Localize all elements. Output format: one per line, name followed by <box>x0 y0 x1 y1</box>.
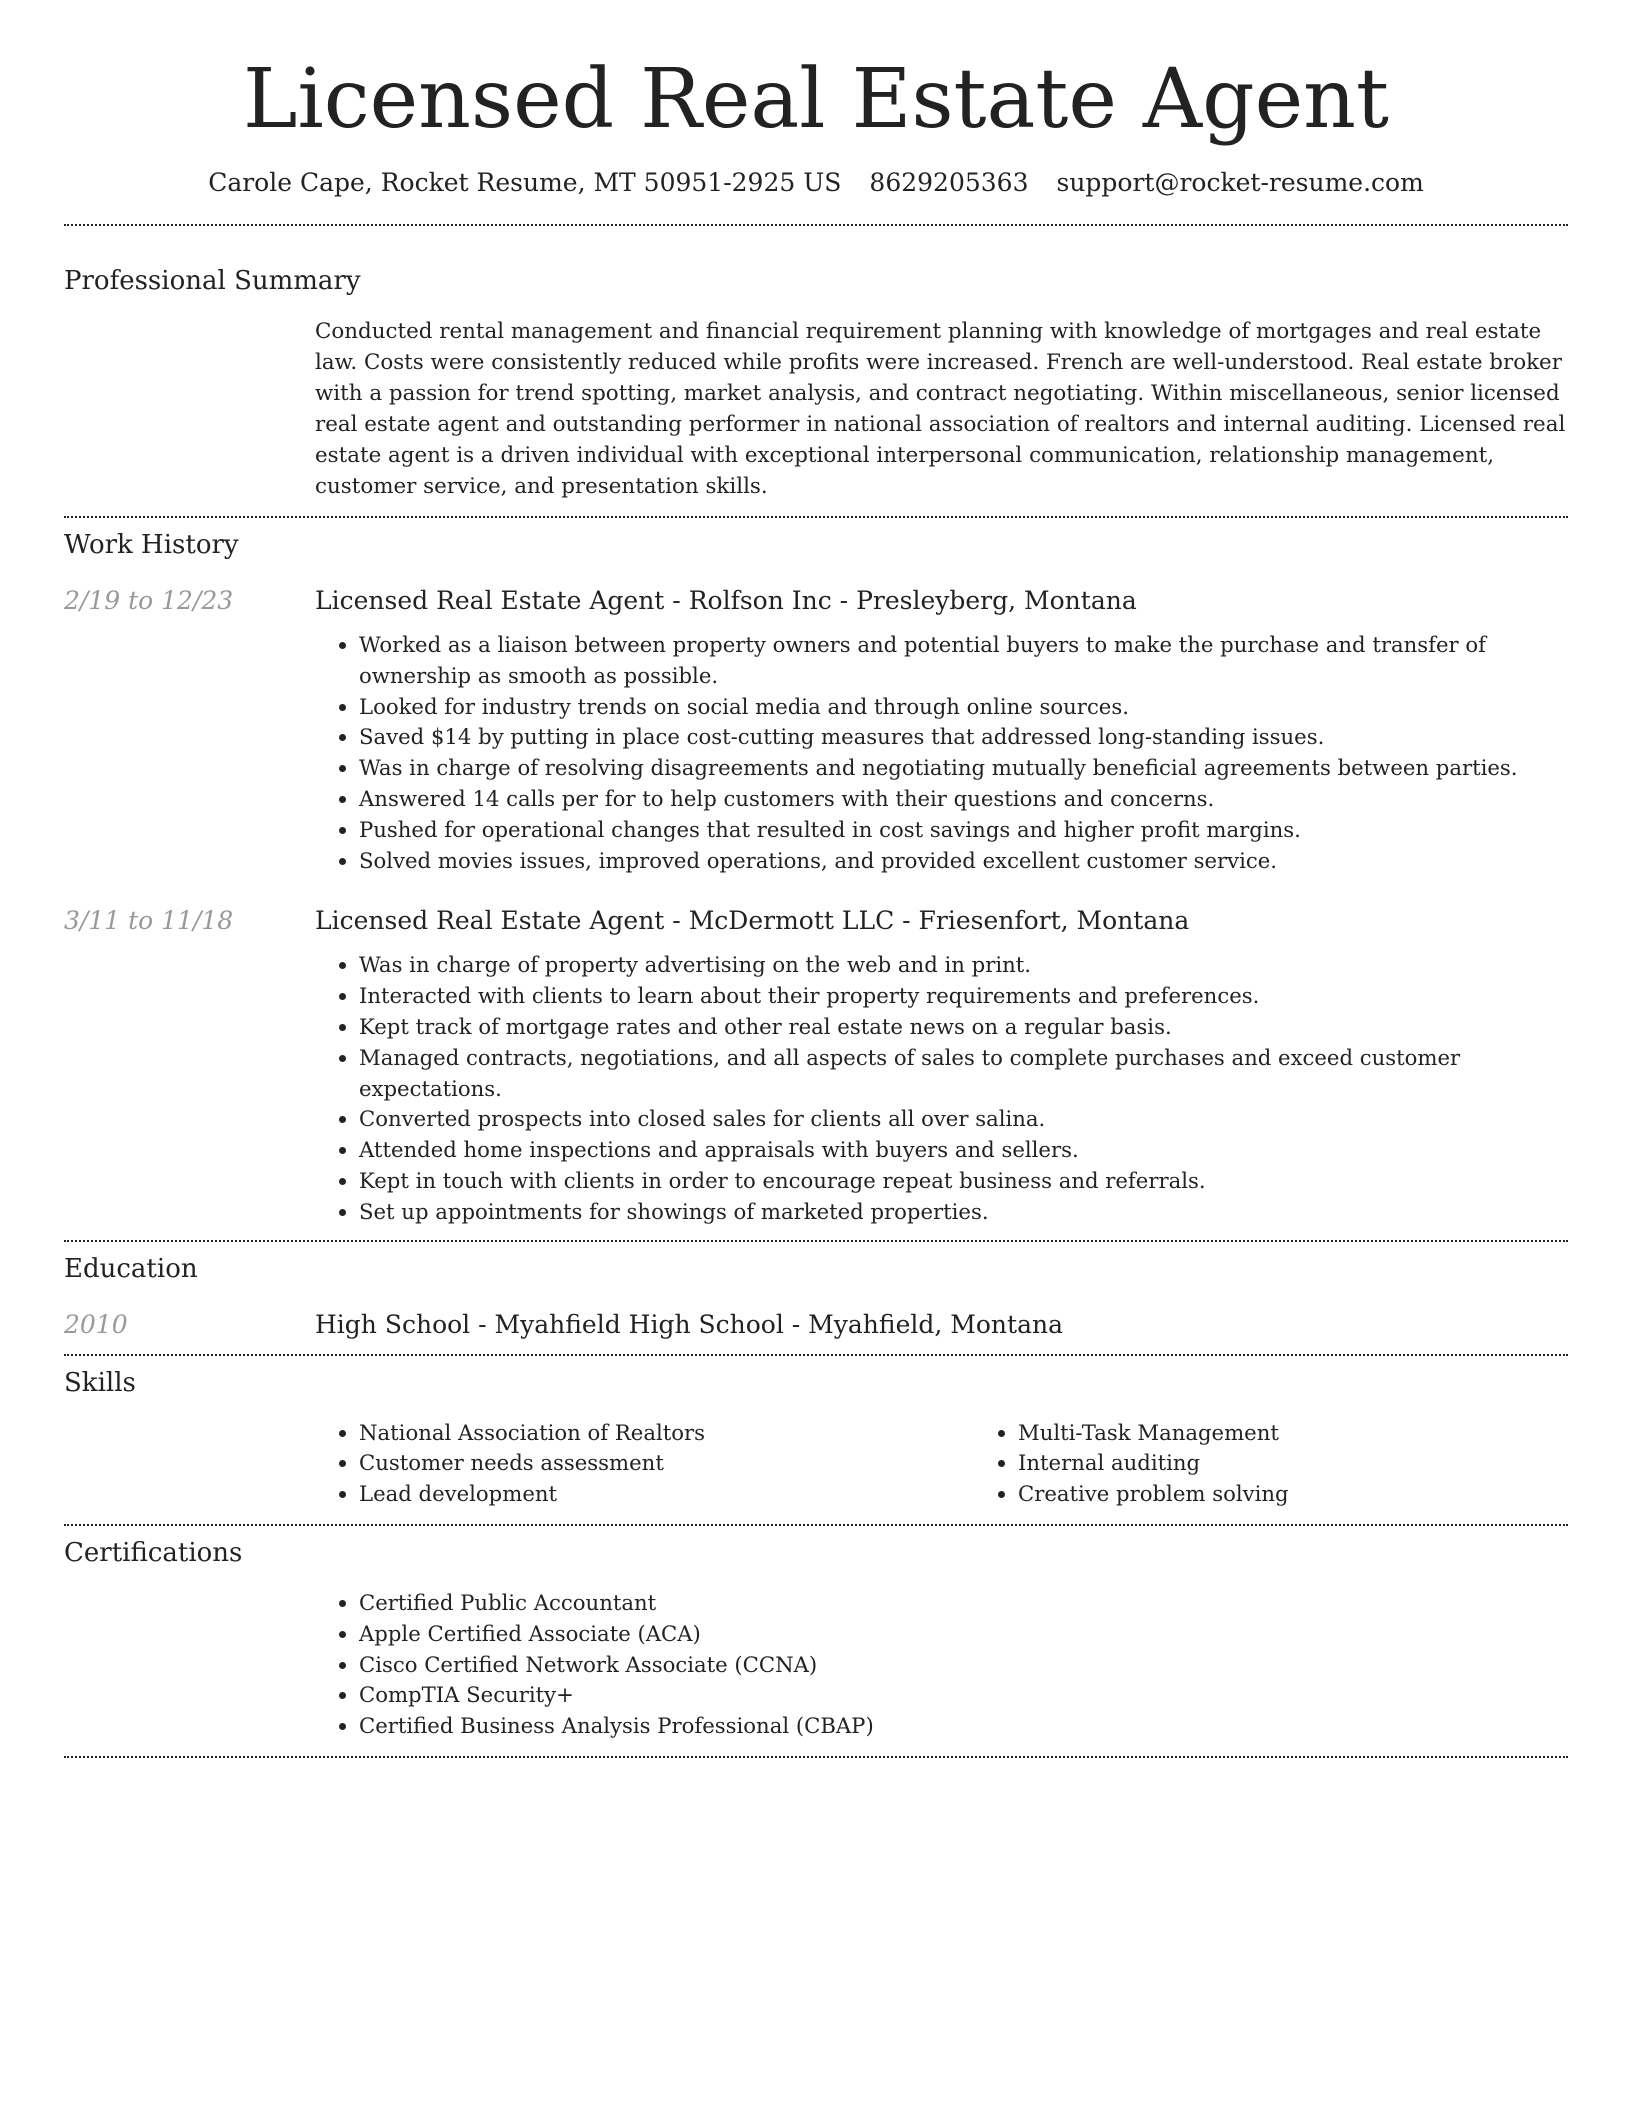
skill-item: • Internal auditing <box>1018 1448 1632 1479</box>
skills-column-2 <box>974 1418 1632 1510</box>
resume-title: Licensed Real Estate Agent <box>243 52 1389 147</box>
job-title: Licensed Real Estate Agent - Rolfson Inc - Presleyberg, Montana <box>315 586 1137 615</box>
job-dates: 3/11 to 11/18 <box>64 906 234 936</box>
skill-item: • National Association of Realtors <box>359 1418 974 1449</box>
certifications-left-spacer <box>64 1588 315 1742</box>
certification-item: • Certified Public Accountant <box>359 1588 1568 1619</box>
job-bullet: • Kept track of mortgage rates and other real estate news on a regular basis. <box>359 1012 1568 1043</box>
job-bullet: • Kept in touch with clients in order to encourage repeat business and referrals. <box>359 1166 1568 1197</box>
job-entry <box>64 904 1568 1227</box>
certification-item: • Cisco Certified Network Associate (CCNA) <box>359 1650 1568 1681</box>
job-bullet: • Attended home inspections and appraisals with buyers and sellers. <box>359 1135 1568 1166</box>
contact-address: Carole Cape, Rocket Resume, MT 50951-2925 US <box>208 168 842 197</box>
contact-email: support@rocket-resume.com <box>1056 168 1424 197</box>
skills-column-1 <box>315 1418 974 1510</box>
job-bullet: • Interacted with clients to learn about their property requirements and preferences. <box>359 981 1568 1012</box>
job-bullet: • Set up appointments for showings of marketed properties. <box>359 1197 1568 1228</box>
skill-item: • Lead development <box>359 1479 974 1510</box>
job-bullets <box>315 950 1568 1227</box>
education-heading: Education <box>64 1253 198 1284</box>
job-bullet: • Was in charge of resolving disagreements and negotiating mutually beneficial agreements between parties. <box>359 753 1568 784</box>
resume-page <box>64 0 1568 1758</box>
certifications-section <box>64 1526 1568 1756</box>
job-bullet: • Pushed for operational changes that resulted in cost savings and higher profit margins. <box>359 815 1568 846</box>
education-section <box>64 1242 1568 1354</box>
skills-grid <box>315 1418 1632 1510</box>
skills-left-spacer <box>64 1418 315 1510</box>
certifications-divider <box>64 1756 1568 1758</box>
job-bullet: • Looked for industry trends on social media and through online sources. <box>359 692 1568 723</box>
work-section <box>64 518 1568 1240</box>
summary-section <box>64 226 1568 516</box>
summary-left-spacer <box>64 316 315 502</box>
job-title: Licensed Real Estate Agent - McDermott LLC - Friesenfort, Montana <box>315 906 1190 936</box>
certifications-list <box>315 1588 1568 1742</box>
job-bullet: • Answered 14 calls per for to help customers with their questions and concerns. <box>359 784 1568 815</box>
work-heading: Work History <box>64 530 239 560</box>
job-bullet: • Managed contracts, negotiations, and all aspects of sales to complete purchases and exceed customer expectations. <box>359 1043 1568 1105</box>
job-bullet: • Was in charge of property advertising on the web and in print. <box>359 950 1568 981</box>
summary-heading: Professional Summary <box>64 266 361 296</box>
skills-heading: Skills <box>64 1367 136 1398</box>
skills-section <box>64 1356 1568 1524</box>
skill-item: • Multi-Task Management <box>1018 1418 1632 1449</box>
contact-line <box>64 166 1568 200</box>
certification-item: • CompTIA Security+ <box>359 1680 1568 1711</box>
contact-phone: 8629205363 <box>869 168 1029 197</box>
certification-item: • Apple Certified Associate (ACA) <box>359 1619 1568 1650</box>
job-bullet: • Solved movies issues, improved operations, and provided excellent customer service. <box>359 846 1568 877</box>
job-bullet: • Saved $14 by putting in place cost-cutting measures that addressed long-standing issues. <box>359 722 1568 753</box>
summary-text: Conducted rental management and financial requirement planning with knowledge of mortgages and real estate law. Costs were consistently reduced while profits were increased. French are well-understood. Real estate broker with a passion for trend spotting, market analysis, and contract negotiating. Within miscellaneous, senior licensed real estate agent and outstanding performer in national association of realtors and internal auditing. Licensed real estate agent is a driven individual with exceptional interpersonal communication, relationship management, customer service, and presentation skills. <box>315 319 1566 499</box>
job-bullets <box>315 630 1568 876</box>
certifications-heading: Certifications <box>64 1537 243 1568</box>
skill-item: • Customer needs assessment <box>359 1448 974 1479</box>
job-entry <box>64 584 1568 876</box>
job-bullet: • Converted prospects into closed sales for clients all over salina. <box>359 1104 1568 1135</box>
certification-item: • Certified Business Analysis Professional (CBAP) <box>359 1711 1568 1742</box>
job-bullet: • Worked as a liaison between property owners and potential buyers to make the purchase and transfer of ownership as smooth as possible. <box>359 630 1568 692</box>
education-year: 2010 <box>64 1309 128 1339</box>
skill-item: • Creative problem solving <box>1018 1479 1632 1510</box>
education-title: High School - Myahfield High School - Myahfield, Montana <box>315 1309 1063 1339</box>
job-dates: 2/19 to 12/23 <box>64 586 234 615</box>
